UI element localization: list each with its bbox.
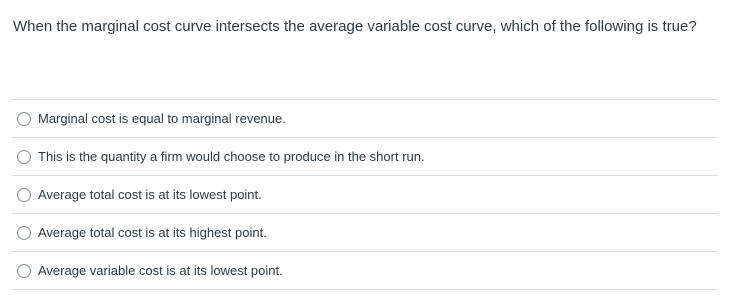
answer-list (12, 99, 718, 290)
answer-label: Marginal cost is equal to marginal revenue. (38, 111, 286, 126)
question-text: When the marginal cost curve intersects the average variable cost curve, which of the following is true? (13, 18, 697, 35)
answer-option[interactable] (12, 138, 718, 176)
radio-button[interactable] (17, 226, 31, 240)
answer-option[interactable] (12, 176, 718, 214)
answer-option[interactable] (12, 100, 718, 138)
answer-label: Average total cost is at its highest point. (38, 225, 267, 240)
answer-option[interactable] (12, 252, 718, 290)
answer-option[interactable] (12, 214, 718, 252)
answer-label: This is the quantity a firm would choose to produce in the short run. (38, 149, 425, 164)
answer-label: Average variable cost is at its lowest point. (38, 263, 283, 278)
radio-button[interactable] (17, 150, 31, 164)
radio-button[interactable] (17, 188, 31, 202)
radio-button[interactable] (17, 112, 31, 126)
answer-label: Average total cost is at its lowest point. (38, 187, 262, 202)
radio-button[interactable] (17, 264, 31, 278)
